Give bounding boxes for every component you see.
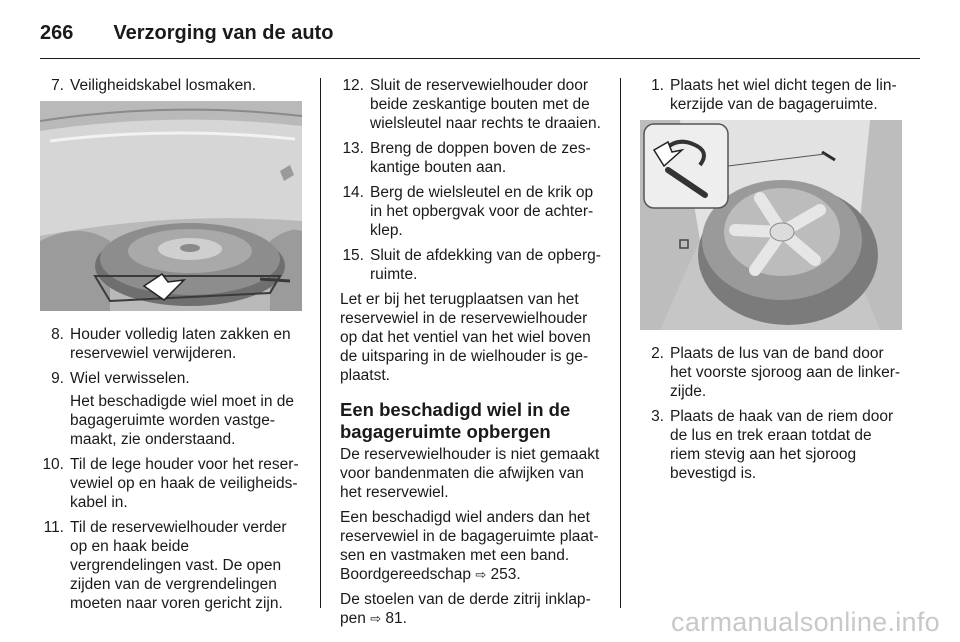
step-text: Til de lege houder voor het reservewiel op en haak de veiligheidskabel in. (70, 456, 299, 511)
step-number: 10. (42, 456, 64, 473)
step-9 (40, 369, 302, 449)
trunk-wheel-image (640, 120, 902, 330)
step-text: Breng de doppen boven de zeskantige bouten aan. (370, 140, 591, 176)
step-2 (640, 344, 902, 401)
page-title: Verzorging van de auto (113, 21, 334, 44)
step-number: 13. (342, 140, 364, 157)
step-text: Til de reservewielhouder verder op en haak beide vergrendelingen vast. De open zijden van de vergrendelingen moeten naar voren gericht zijn. (70, 519, 287, 612)
step-number: 9. (51, 370, 64, 387)
step-11 (40, 518, 302, 613)
step-3 (640, 407, 902, 483)
step-text: Sluit de afdekking van de opbergruimte. (370, 247, 601, 283)
step-text: Plaats het wiel dicht tegen de linkerzijde van de bagageruimte. (670, 77, 897, 113)
step-8 (40, 325, 302, 363)
step-number: 7. (51, 77, 64, 94)
step-number: 3. (651, 408, 664, 425)
paragraph-2-text: Een beschadigd wiel anders dan het reservewiel in de bagageruimte plaatsen en vastmaken met een band. Boordgereedschap (340, 509, 599, 583)
paragraph-3-text: De stoelen van de derde zitrij inklappen (340, 591, 591, 627)
column-2 (340, 76, 608, 628)
spare-wheel-underbody-image (40, 101, 302, 311)
column-divider-1 (320, 78, 321, 608)
page-ref-arrow-icon: ⇨ (370, 611, 382, 626)
step-7 (40, 76, 302, 95)
step-14 (340, 183, 608, 240)
column-3 (640, 76, 902, 489)
page-ref-link[interactable]: 81. (385, 610, 407, 627)
step-text: Houder volledig laten zakken en reservewiel verwijderen. (70, 326, 291, 362)
step-10 (40, 455, 302, 512)
step-subtext: Het beschadigde wiel moet in de bagageruimte worden vastgemaakt, zie onderstaand. (70, 393, 295, 448)
step-15 (340, 246, 608, 284)
page-ref-arrow-icon: ⇨ (475, 567, 487, 582)
step-text: Veiligheidskabel losmaken. (70, 77, 257, 94)
column-1 (40, 76, 302, 619)
page-ref-link[interactable]: 253. (490, 566, 521, 583)
step-number: 11. (43, 519, 64, 536)
step-number: 12. (342, 77, 364, 94)
step-text: Sluit de reservewielhouder door beide zeskantige bouten met de wielsleutel naar rechts te draaien. (370, 77, 601, 132)
trunk-wheel-strap-illustration (640, 120, 902, 330)
step-12 (340, 76, 608, 133)
step-1 (640, 76, 902, 114)
step-number: 15. (342, 247, 364, 264)
section-heading: Een beschadigd wiel in de bagageruimte opbergen (340, 399, 571, 442)
step-number: 8. (51, 326, 64, 343)
step-text: Plaats de lus van de band door het voorste sjoroog aan de linkerzijde. (670, 345, 901, 400)
paragraph-1: De reservewielhouder is niet gemaakt voor bandenmaten die afwijken van het reservewiel. (340, 446, 600, 501)
step-number: 1. (651, 77, 664, 94)
step-text: Berg de wielsleutel en de krik op in het opbergvak voor de achterklep. (370, 184, 594, 239)
step-text: Plaats de haak van de riem door de lus en trek eraan totdat de riem stevig aan het sjoroog bevestigd is. (670, 408, 894, 482)
page-header (40, 16, 333, 50)
column-divider-2 (620, 78, 621, 608)
spare-wheel-carrier-illustration (40, 101, 302, 311)
step-number: 2. (651, 345, 664, 362)
watermark: carmanualsonline.info (671, 607, 940, 637)
paragraph-2 (340, 508, 608, 584)
note-paragraph: Let er bij het terugplaatsen van het reservewiel in de reservewielhouder op dat het ventiel van het wiel boven de uitsparing in de wielhouder is geplaatst. (340, 291, 591, 384)
header-rule (40, 58, 920, 59)
page-number: 266 (40, 21, 74, 44)
paragraph-3 (340, 590, 608, 628)
step-number: 14. (342, 184, 364, 201)
step-text: Wiel verwisselen. (70, 370, 190, 387)
step-13 (340, 139, 608, 177)
